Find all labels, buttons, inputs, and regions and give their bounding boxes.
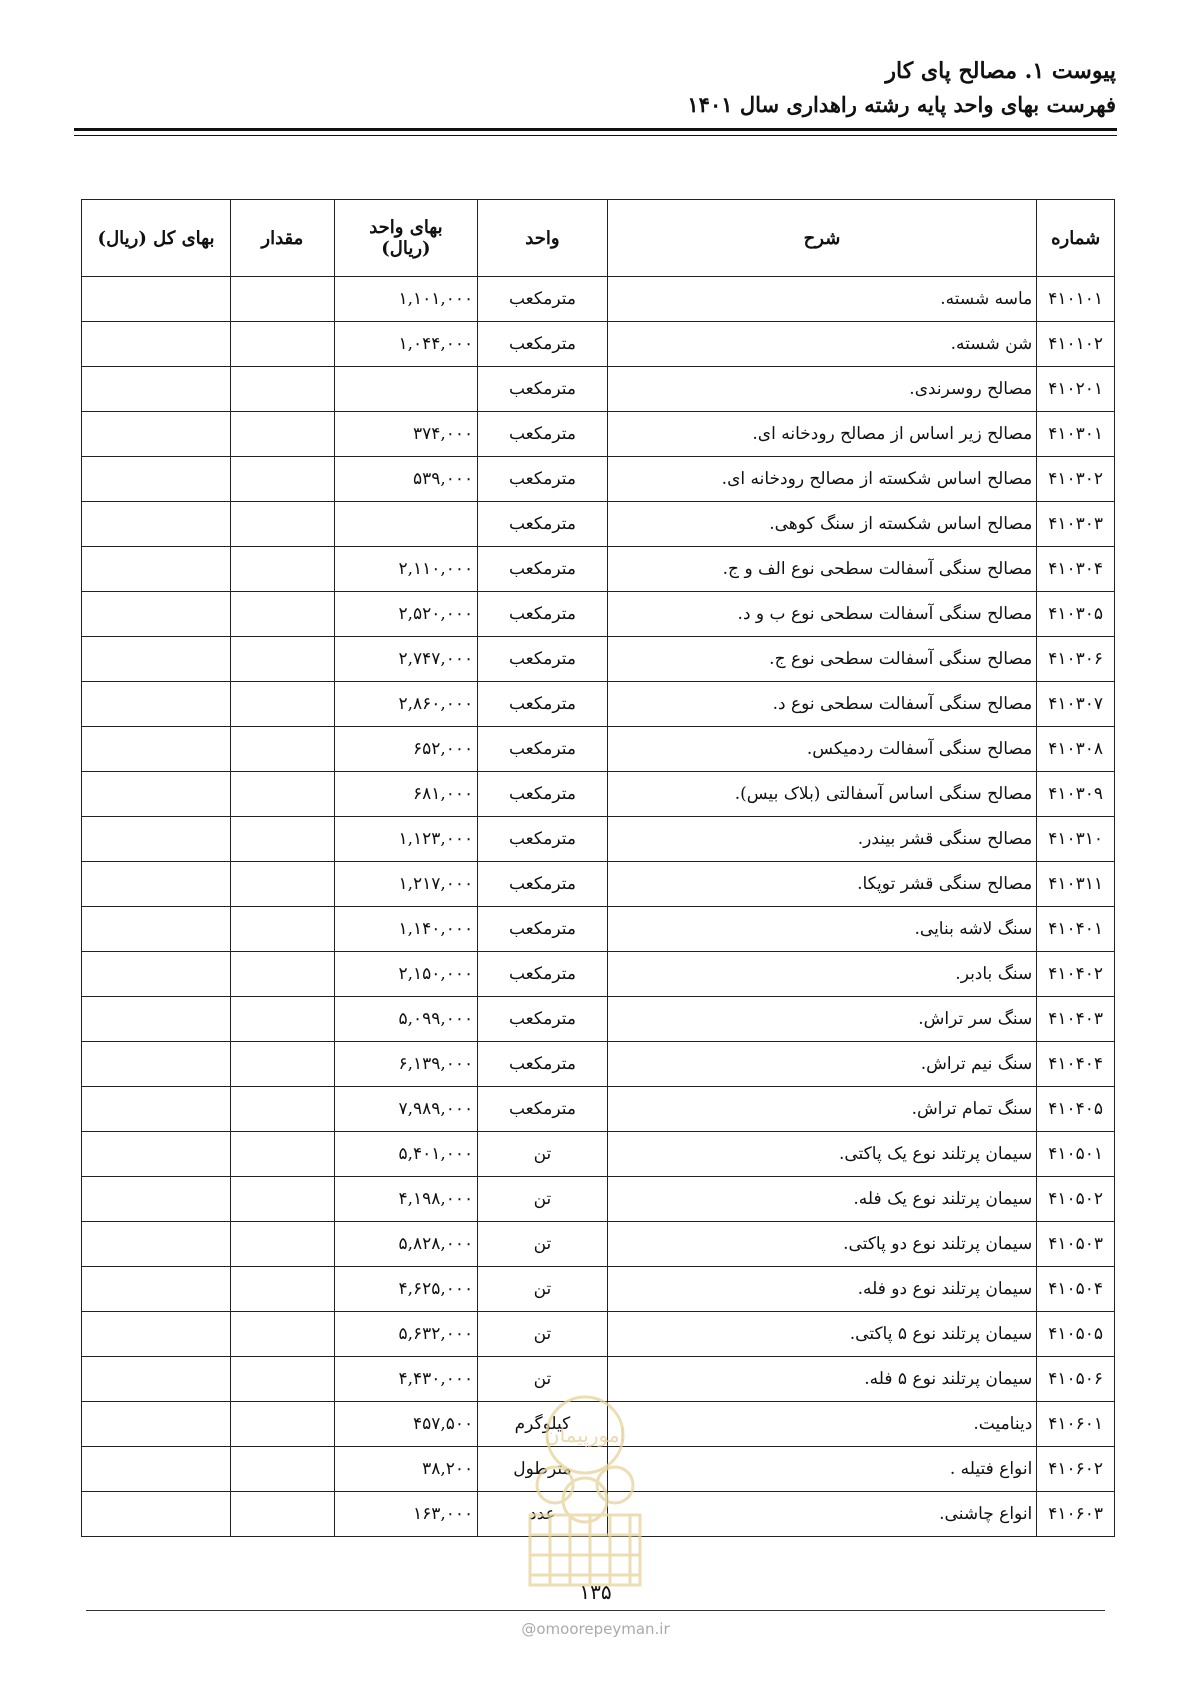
item-unit: مترمکعب [478, 592, 608, 637]
item-description: سنگ لاشه بنایی. [607, 907, 1037, 952]
item-number: ۴۱۰۳۱۱ [1037, 862, 1115, 907]
item-description: مصالح اساس شکسته از سنگ کوهی. [607, 502, 1037, 547]
item-number: ۴۱۰۳۰۲ [1037, 457, 1115, 502]
item-description: ماسه شسته. [607, 277, 1037, 322]
item-description: مصالح سنگی اساس آسفالتی (بلاک بیس). [607, 772, 1037, 817]
item-description: سنگ بادبر. [607, 952, 1037, 997]
item-total [82, 952, 231, 997]
item-unit: تن [478, 1267, 608, 1312]
table-row [82, 277, 1115, 322]
table-row [82, 1267, 1115, 1312]
document-title: فهرست بهای واحد پایه رشته راهداری سال ۱۴۰۱ [687, 92, 1116, 117]
item-total [82, 277, 231, 322]
item-unit-price: ۴,۱۹۸,۰۰۰ [334, 1177, 478, 1222]
item-description: سیمان پرتلند نوع دو فله. [607, 1267, 1037, 1312]
item-description: مصالح سنگی آسفالت سطحی نوع د. [607, 682, 1037, 727]
item-description: سنگ سر تراش. [607, 997, 1037, 1042]
item-quantity [231, 1447, 335, 1492]
item-quantity [231, 1132, 335, 1177]
item-description: سیمان پرتلند نوع دو پاکتی. [607, 1222, 1037, 1267]
col-header-number: شماره [1037, 200, 1115, 277]
item-unit-price: ۱,۰۴۴,۰۰۰ [334, 322, 478, 367]
item-total [82, 1267, 231, 1312]
table-row [82, 682, 1115, 727]
footer-rule [86, 1610, 1105, 1611]
item-unit: مترمکعب [478, 772, 608, 817]
item-unit-price: ۴۵۷,۵۰۰ [334, 1402, 478, 1447]
item-total [82, 547, 231, 592]
item-unit-price: ۶۵۲,۰۰۰ [334, 727, 478, 772]
item-unit: تن [478, 1177, 608, 1222]
item-number: ۴۱۰۵۰۳ [1037, 1222, 1115, 1267]
table-row [82, 1447, 1115, 1492]
item-number: ۴۱۰۳۱۰ [1037, 817, 1115, 862]
table-row [82, 322, 1115, 367]
item-total [82, 817, 231, 862]
col-header-unit-price-currency: (ریال) [381, 238, 431, 259]
site-watermark: @omoorepeyman.ir [521, 1620, 670, 1638]
item-total [82, 367, 231, 412]
item-quantity [231, 277, 335, 322]
item-total [82, 592, 231, 637]
table-row [82, 457, 1115, 502]
item-unit: مترمکعب [478, 727, 608, 772]
item-unit: مترمکعب [478, 412, 608, 457]
item-quantity [231, 1267, 335, 1312]
item-total [82, 1312, 231, 1357]
table-row [82, 547, 1115, 592]
item-unit-price: ۲,۱۱۰,۰۰۰ [334, 547, 478, 592]
table-row [82, 637, 1115, 682]
item-description: مصالح سنگی قشر بیندر. [607, 817, 1037, 862]
item-quantity [231, 592, 335, 637]
item-total [82, 1402, 231, 1447]
item-unit: مترطول [478, 1447, 608, 1492]
item-unit-price: ۴,۶۲۵,۰۰۰ [334, 1267, 478, 1312]
item-quantity [231, 1357, 335, 1402]
item-quantity [231, 1492, 335, 1537]
item-total [82, 862, 231, 907]
item-unit-price: ۱,۲۱۷,۰۰۰ [334, 862, 478, 907]
item-unit: تن [478, 1132, 608, 1177]
item-number: ۴۱۰۳۰۹ [1037, 772, 1115, 817]
item-quantity [231, 1177, 335, 1222]
table-row [82, 592, 1115, 637]
item-unit-price: ۱,۱۴۰,۰۰۰ [334, 907, 478, 952]
item-quantity [231, 367, 335, 412]
page-number: ۱۳۵ [579, 1580, 612, 1604]
item-total [82, 1132, 231, 1177]
table-row [82, 1357, 1115, 1402]
item-unit-price: ۲,۸۶۰,۰۰۰ [334, 682, 478, 727]
item-unit: تن [478, 1357, 608, 1402]
table-row [82, 772, 1115, 817]
item-total [82, 907, 231, 952]
item-unit-price: ۵,۸۲۸,۰۰۰ [334, 1222, 478, 1267]
item-total [82, 997, 231, 1042]
item-quantity [231, 457, 335, 502]
item-number: ۴۱۰۴۰۲ [1037, 952, 1115, 997]
item-unit: تن [478, 1222, 608, 1267]
item-description: سیمان پرتلند نوع ۵ فله. [607, 1357, 1037, 1402]
item-quantity [231, 682, 335, 727]
item-number: ۴۱۰۲۰۱ [1037, 367, 1115, 412]
item-total [82, 682, 231, 727]
item-quantity [231, 862, 335, 907]
table-row [82, 727, 1115, 772]
item-unit: مترمکعب [478, 952, 608, 997]
item-number: ۴۱۰۱۰۲ [1037, 322, 1115, 367]
item-total [82, 457, 231, 502]
table-row [82, 502, 1115, 547]
item-number: ۴۱۰۳۰۱ [1037, 412, 1115, 457]
item-unit: مترمکعب [478, 997, 608, 1042]
item-number: ۴۱۰۳۰۵ [1037, 592, 1115, 637]
item-description: مصالح سنگی آسفالت ردمیکس. [607, 727, 1037, 772]
item-number: ۴۱۰۴۰۴ [1037, 1042, 1115, 1087]
item-unit-price [334, 367, 478, 412]
table-row [82, 907, 1115, 952]
item-unit-price: ۲,۵۲۰,۰۰۰ [334, 592, 478, 637]
item-unit: مترمکعب [478, 817, 608, 862]
item-description: سنگ نیم تراش. [607, 1042, 1037, 1087]
item-number: ۴۱۰۱۰۱ [1037, 277, 1115, 322]
item-unit: مترمکعب [478, 1087, 608, 1132]
item-unit: مترمکعب [478, 502, 608, 547]
item-description: سیمان پرتلند نوع یک فله. [607, 1177, 1037, 1222]
item-unit-price: ۵,۴۰۱,۰۰۰ [334, 1132, 478, 1177]
table-row [82, 952, 1115, 997]
item-total [82, 1447, 231, 1492]
col-header-total: بهای کل (ریال) [82, 200, 231, 277]
item-description: دینامیت. [607, 1402, 1037, 1447]
item-unit: مترمکعب [478, 637, 608, 682]
table-row [82, 817, 1115, 862]
item-quantity [231, 1087, 335, 1132]
item-description: مصالح سنگی آسفالت سطحی نوع ج. [607, 637, 1037, 682]
price-table [81, 199, 1115, 1537]
item-quantity [231, 1222, 335, 1267]
item-number: ۴۱۰۶۰۳ [1037, 1492, 1115, 1537]
item-unit-price [334, 502, 478, 547]
item-unit-price: ۵,۶۳۲,۰۰۰ [334, 1312, 478, 1357]
table-body [82, 277, 1115, 1537]
item-unit: مترمکعب [478, 322, 608, 367]
item-unit: کیلوگرم [478, 1402, 608, 1447]
page-header [75, 58, 1116, 117]
item-quantity [231, 322, 335, 367]
item-number: ۴۱۰۶۰۲ [1037, 1447, 1115, 1492]
item-description: سیمان پرتلند نوع یک پاکتی. [607, 1132, 1037, 1177]
table-row [82, 997, 1115, 1042]
item-unit-price: ۷,۹۸۹,۰۰۰ [334, 1087, 478, 1132]
item-quantity [231, 547, 335, 592]
item-description: انواع فتیله . [607, 1447, 1037, 1492]
item-total [82, 1177, 231, 1222]
item-quantity [231, 1312, 335, 1357]
item-unit: مترمکعب [478, 547, 608, 592]
item-unit: تن [478, 1312, 608, 1357]
item-unit-price: ۶,۱۳۹,۰۰۰ [334, 1042, 478, 1087]
item-number: ۴۱۰۵۰۴ [1037, 1267, 1115, 1312]
item-number: ۴۱۰۳۰۸ [1037, 727, 1115, 772]
col-header-unit-price-label: بهای واحد [369, 217, 443, 238]
item-quantity [231, 1042, 335, 1087]
item-unit-price: ۲,۱۵۰,۰۰۰ [334, 952, 478, 997]
item-unit-price: ۴,۴۳۰,۰۰۰ [334, 1357, 478, 1402]
table-row [82, 1087, 1115, 1132]
table-row [82, 1492, 1115, 1537]
item-total [82, 1042, 231, 1087]
item-description: مصالح سنگی آسفالت سطحی نوع الف و ج. [607, 547, 1037, 592]
item-number: ۴۱۰۵۰۲ [1037, 1177, 1115, 1222]
item-unit-price: ۱,۱۰۱,۰۰۰ [334, 277, 478, 322]
seal-text: امورپیمان [544, 1423, 626, 1447]
item-number: ۴۱۰۵۰۵ [1037, 1312, 1115, 1357]
item-total [82, 772, 231, 817]
item-quantity [231, 1402, 335, 1447]
item-number: ۴۱۰۶۰۱ [1037, 1402, 1115, 1447]
table-row [82, 1177, 1115, 1222]
item-number: ۴۱۰۳۰۶ [1037, 637, 1115, 682]
item-unit: مترمکعب [478, 1042, 608, 1087]
item-total [82, 1357, 231, 1402]
item-unit-price: ۳۷۴,۰۰۰ [334, 412, 478, 457]
item-total [82, 502, 231, 547]
item-description: مصالح سنگی آسفالت سطحی نوع ب و د. [607, 592, 1037, 637]
item-quantity [231, 637, 335, 682]
item-unit: مترمکعب [478, 862, 608, 907]
item-unit-price: ۶۸۱,۰۰۰ [334, 772, 478, 817]
item-total [82, 412, 231, 457]
item-description: مصالح زیر اساس از مصالح رودخانه ای. [607, 412, 1037, 457]
item-unit: مترمکعب [478, 367, 608, 412]
item-number: ۴۱۰۵۰۶ [1037, 1357, 1115, 1402]
item-total [82, 727, 231, 772]
table-row [82, 1402, 1115, 1447]
item-unit-price: ۲,۷۴۷,۰۰۰ [334, 637, 478, 682]
item-unit-price: ۱,۱۲۳,۰۰۰ [334, 817, 478, 862]
item-unit-price: ۵۳۹,۰۰۰ [334, 457, 478, 502]
item-description: انواع چاشنی. [607, 1492, 1037, 1537]
table-row [82, 1132, 1115, 1177]
item-unit-price: ۳۸,۲۰۰ [334, 1447, 478, 1492]
item-number: ۴۱۰۳۰۷ [1037, 682, 1115, 727]
item-description: مصالح اساس شکسته از مصالح رودخانه ای. [607, 457, 1037, 502]
col-header-unit: واحد [478, 200, 608, 277]
col-header-unit-price [334, 200, 478, 277]
item-quantity [231, 727, 335, 772]
table-row [82, 1312, 1115, 1357]
item-number: ۴۱۰۴۰۳ [1037, 997, 1115, 1042]
item-unit-price: ۱۶۳,۰۰۰ [334, 1492, 478, 1537]
table-row [82, 412, 1115, 457]
header-rule-thin [74, 135, 1117, 136]
item-description: سیمان پرتلند نوع ۵ پاکتی. [607, 1312, 1037, 1357]
item-unit: مترمکعب [478, 682, 608, 727]
item-total [82, 1087, 231, 1132]
col-header-description: شرح [607, 200, 1037, 277]
table-row [82, 367, 1115, 412]
item-quantity [231, 907, 335, 952]
item-number: ۴۱۰۳۰۴ [1037, 547, 1115, 592]
item-number: ۴۱۰۴۰۱ [1037, 907, 1115, 952]
item-total [82, 1222, 231, 1267]
item-description: سنگ تمام تراش. [607, 1087, 1037, 1132]
item-unit: مترمکعب [478, 277, 608, 322]
header-rule-thick [74, 128, 1117, 131]
table-row [82, 862, 1115, 907]
item-total [82, 1492, 231, 1537]
item-number: ۴۱۰۴۰۵ [1037, 1087, 1115, 1132]
item-description: مصالح سنگی قشر توپکا. [607, 862, 1037, 907]
item-quantity [231, 952, 335, 997]
item-quantity [231, 412, 335, 457]
table-row [82, 1042, 1115, 1087]
item-unit: مترمکعب [478, 907, 608, 952]
item-quantity [231, 502, 335, 547]
col-header-quantity: مقدار [231, 200, 335, 277]
item-description: شن شسته. [607, 322, 1037, 367]
item-quantity [231, 817, 335, 862]
table-row [82, 1222, 1115, 1267]
item-quantity [231, 997, 335, 1042]
item-total [82, 637, 231, 682]
table-header-row [82, 200, 1115, 277]
item-unit-price: ۵,۰۹۹,۰۰۰ [334, 997, 478, 1042]
item-quantity [231, 772, 335, 817]
item-unit: عدد [478, 1492, 608, 1537]
item-unit: مترمکعب [478, 457, 608, 502]
appendix-title: پیوست ۱. مصالح پای کار [885, 58, 1116, 84]
item-total [82, 322, 231, 367]
item-description: مصالح روسرندی. [607, 367, 1037, 412]
item-number: ۴۱۰۵۰۱ [1037, 1132, 1115, 1177]
item-number: ۴۱۰۳۰۳ [1037, 502, 1115, 547]
